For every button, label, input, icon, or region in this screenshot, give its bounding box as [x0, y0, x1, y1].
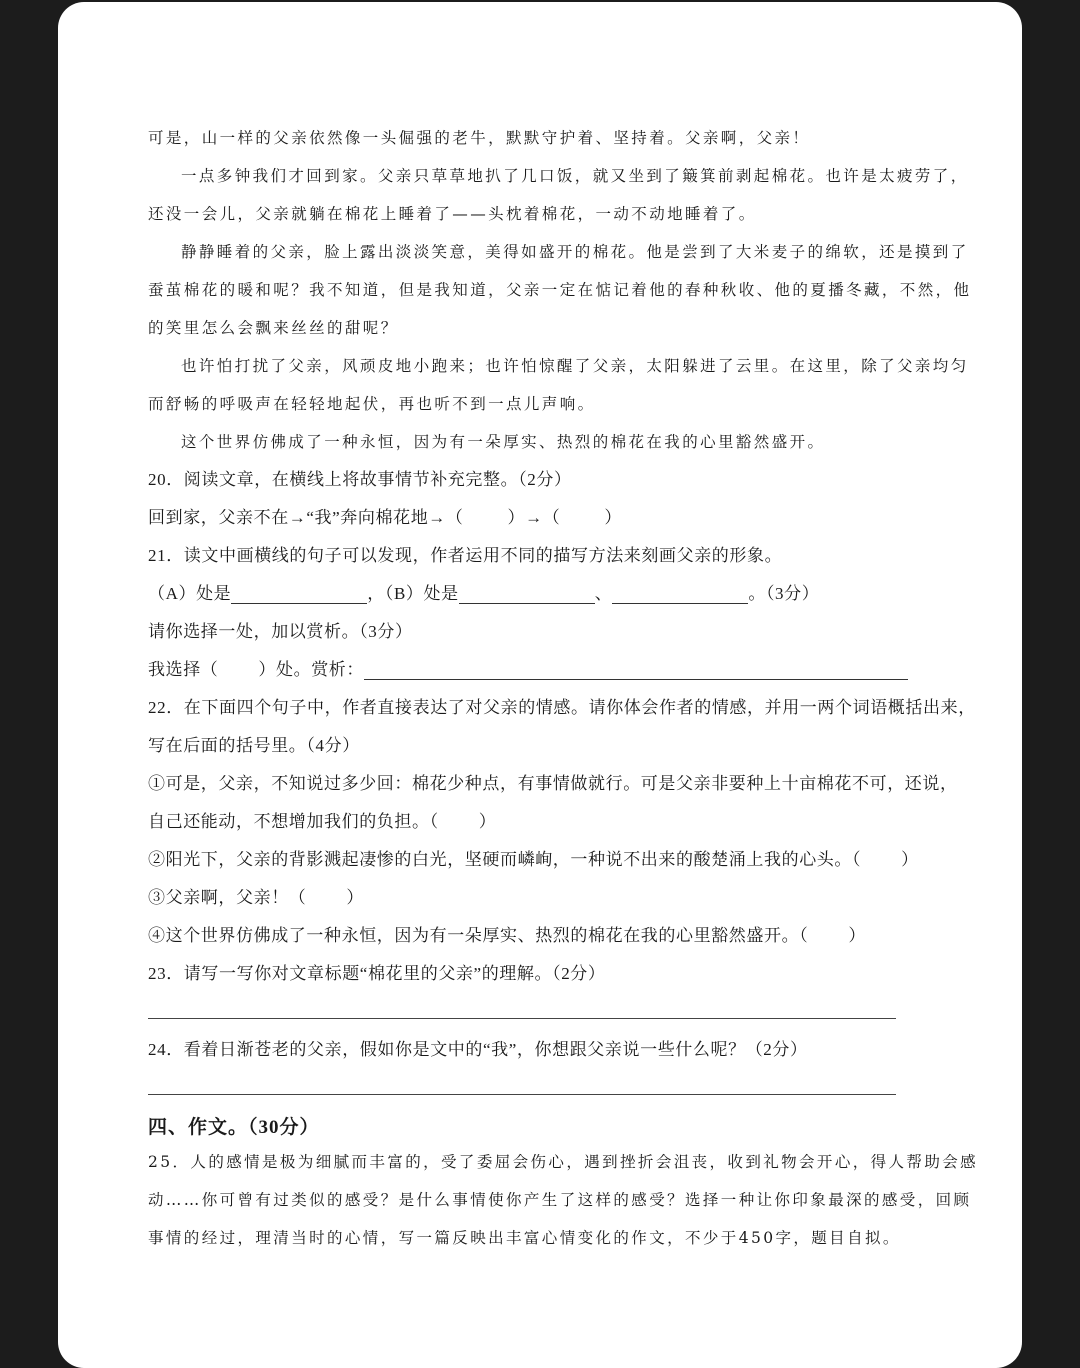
- question-22-sentence-3: [148, 888, 364, 908]
- question-25-line-3: 事情的经过，理清当时的心情，写一篇反映出丰富心情变化的作文，不少于450字，题目自拟。: [148, 1229, 901, 1247]
- question-21-analysis-blank[interactable]: [364, 663, 908, 680]
- passage-paragraph-1: 可是，山一样的父亲依然像一头倔强的老牛，默默守护着、坚持着。父亲啊，父亲！: [148, 129, 811, 147]
- question-22-sentence-2: [148, 850, 919, 870]
- passage-paragraph-5: 这个世界仿佛成了一种永恒，因为有一朵厚实、热烈的棉花在我的心里豁然盛开。: [181, 433, 826, 451]
- passage-paragraph-3-line-1: 静静睡着的父亲，脸上露出淡淡笑意，美得如盛开的棉花。他是尝到了大米麦子的绵软，还是摸到了: [181, 243, 969, 261]
- question-21-blank-b2[interactable]: [612, 587, 748, 604]
- question-22-close-3: ）: [346, 888, 365, 907]
- passage-paragraph-2-line-2: 还没一会儿，父亲就躺在棉花上睡着了——头枕着棉花，一动不动地睡着了。: [148, 205, 757, 223]
- question-23-answer-line[interactable]: [148, 1018, 896, 1019]
- question-22-close-2: ）: [901, 850, 919, 869]
- question-22-prompt-line-2: 写在后面的括号里。（4分）: [148, 736, 360, 755]
- question-22-prompt-line-1: 22．在下面四个句子中，作者直接表达了对父亲的情感。请你体会作者的情感，并用一两个词语概括出来，: [148, 698, 976, 717]
- question-21-blank-b1[interactable]: [459, 587, 595, 604]
- exam-page: [58, 2, 1022, 1368]
- question-22-sentence-1-text: 自己还能动，不想增加我们的负担。（: [148, 812, 439, 831]
- question-22-sentence-2-text: ②阳光下，父亲的背影溅起凄惨的白光，坚硬而嶙峋，一种说不出来的酸楚涌上我的心头。（: [148, 850, 862, 869]
- question-21-choose-line: [148, 660, 908, 680]
- question-21-blank-a[interactable]: [231, 587, 367, 604]
- question-24-answer-line[interactable]: [148, 1094, 896, 1095]
- question-25-line-1: 25．人的感情是极为细腻而丰富的，受了委屈会伤心，遇到挫折会沮丧，收到礼物会开心，得人帮助会感: [148, 1153, 979, 1171]
- question-21-choose-prompt: 请你选择一处，加以赏析。（3分）: [148, 622, 413, 641]
- question-20-text-b: ）→（: [507, 508, 561, 527]
- question-24-prompt: 24．看着日渐苍老的父亲，假如你是文中的“我”，你想跟父亲说一些什么呢？（2分）: [148, 1040, 808, 1059]
- question-25-line-2: 动……你可曾有过类似的感受？是什么事情使你产生了这样的感受？选择一种让你印象最深的感受，回顾: [148, 1191, 972, 1209]
- question-21-prompt: 21．读文中画横线的句子可以发现，作者运用不同的描写方法来刻画父亲的形象。: [148, 546, 783, 565]
- question-21-end: 。（3分）: [748, 584, 820, 603]
- question-21-b-label: ，（B）处是: [367, 584, 459, 603]
- question-22-sentence-1-line-2: [148, 812, 496, 832]
- question-22-sentence-1-line-1: ①可是，父亲，不知说过多少回：棉花少种点，有事情做就行。可是父亲非要种上十亩棉花不可，还说，: [148, 774, 958, 793]
- question-21-choose-text-b: ）处。赏析：: [258, 660, 365, 679]
- question-22-close-4: ）: [848, 926, 866, 945]
- passage-paragraph-2-line-1: 一点多钟我们才回到家。父亲只草草地扒了几口饭，就又坐到了簸箕前剥起棉花。也许是太疲劳了，: [181, 167, 969, 185]
- question-22-close-1: ）: [478, 812, 497, 831]
- question-22-sentence-3-text: ③父亲啊，父亲！（: [148, 888, 307, 907]
- passage-paragraph-4-line-2: 而舒畅的呼吸声在轻轻地起伏，再也听不到一点儿声响。: [148, 395, 596, 413]
- question-20-text-a: 回到家，父亲不在→“我”奔向棉花地→（: [148, 508, 464, 527]
- question-21-separator: 、: [594, 584, 613, 603]
- question-21-a-label: （A）处是: [148, 584, 232, 603]
- section-4-heading: 四、作文。（30分）: [148, 1117, 320, 1138]
- question-22-sentence-4: [148, 926, 866, 946]
- question-23-prompt: 23．请写一写你对文章标题“棉花里的父亲”的理解。（2分）: [148, 964, 606, 983]
- question-21-choose-text-a: 我选择（: [148, 660, 219, 679]
- question-20-text-c: ）: [604, 508, 622, 527]
- passage-paragraph-4-line-1: 也许怕打扰了父亲，风顽皮地小跑来；也许怕惊醒了父亲，太阳躲进了云里。在这里，除了父亲均匀: [181, 357, 969, 375]
- question-20-prompt: 20．阅读文章，在横线上将故事情节补充完整。（2分）: [148, 470, 572, 489]
- question-22-sentence-4-text: ④这个世界仿佛成了一种永恒，因为有一朵厚实、热烈的棉花在我的心里豁然盛开。（: [148, 926, 809, 945]
- passage-paragraph-3-line-2: 蚕茧棉花的暖和呢？我不知道，但是我知道，父亲一定在惦记着他的春种秋收、他的夏播冬藏，不然，他: [148, 281, 972, 299]
- passage-paragraph-3-line-3: 的笑里怎么会飘来丝丝的甜呢？: [148, 319, 399, 337]
- question-20-answer-line: [148, 508, 622, 528]
- question-21-blanks-line: [148, 584, 819, 604]
